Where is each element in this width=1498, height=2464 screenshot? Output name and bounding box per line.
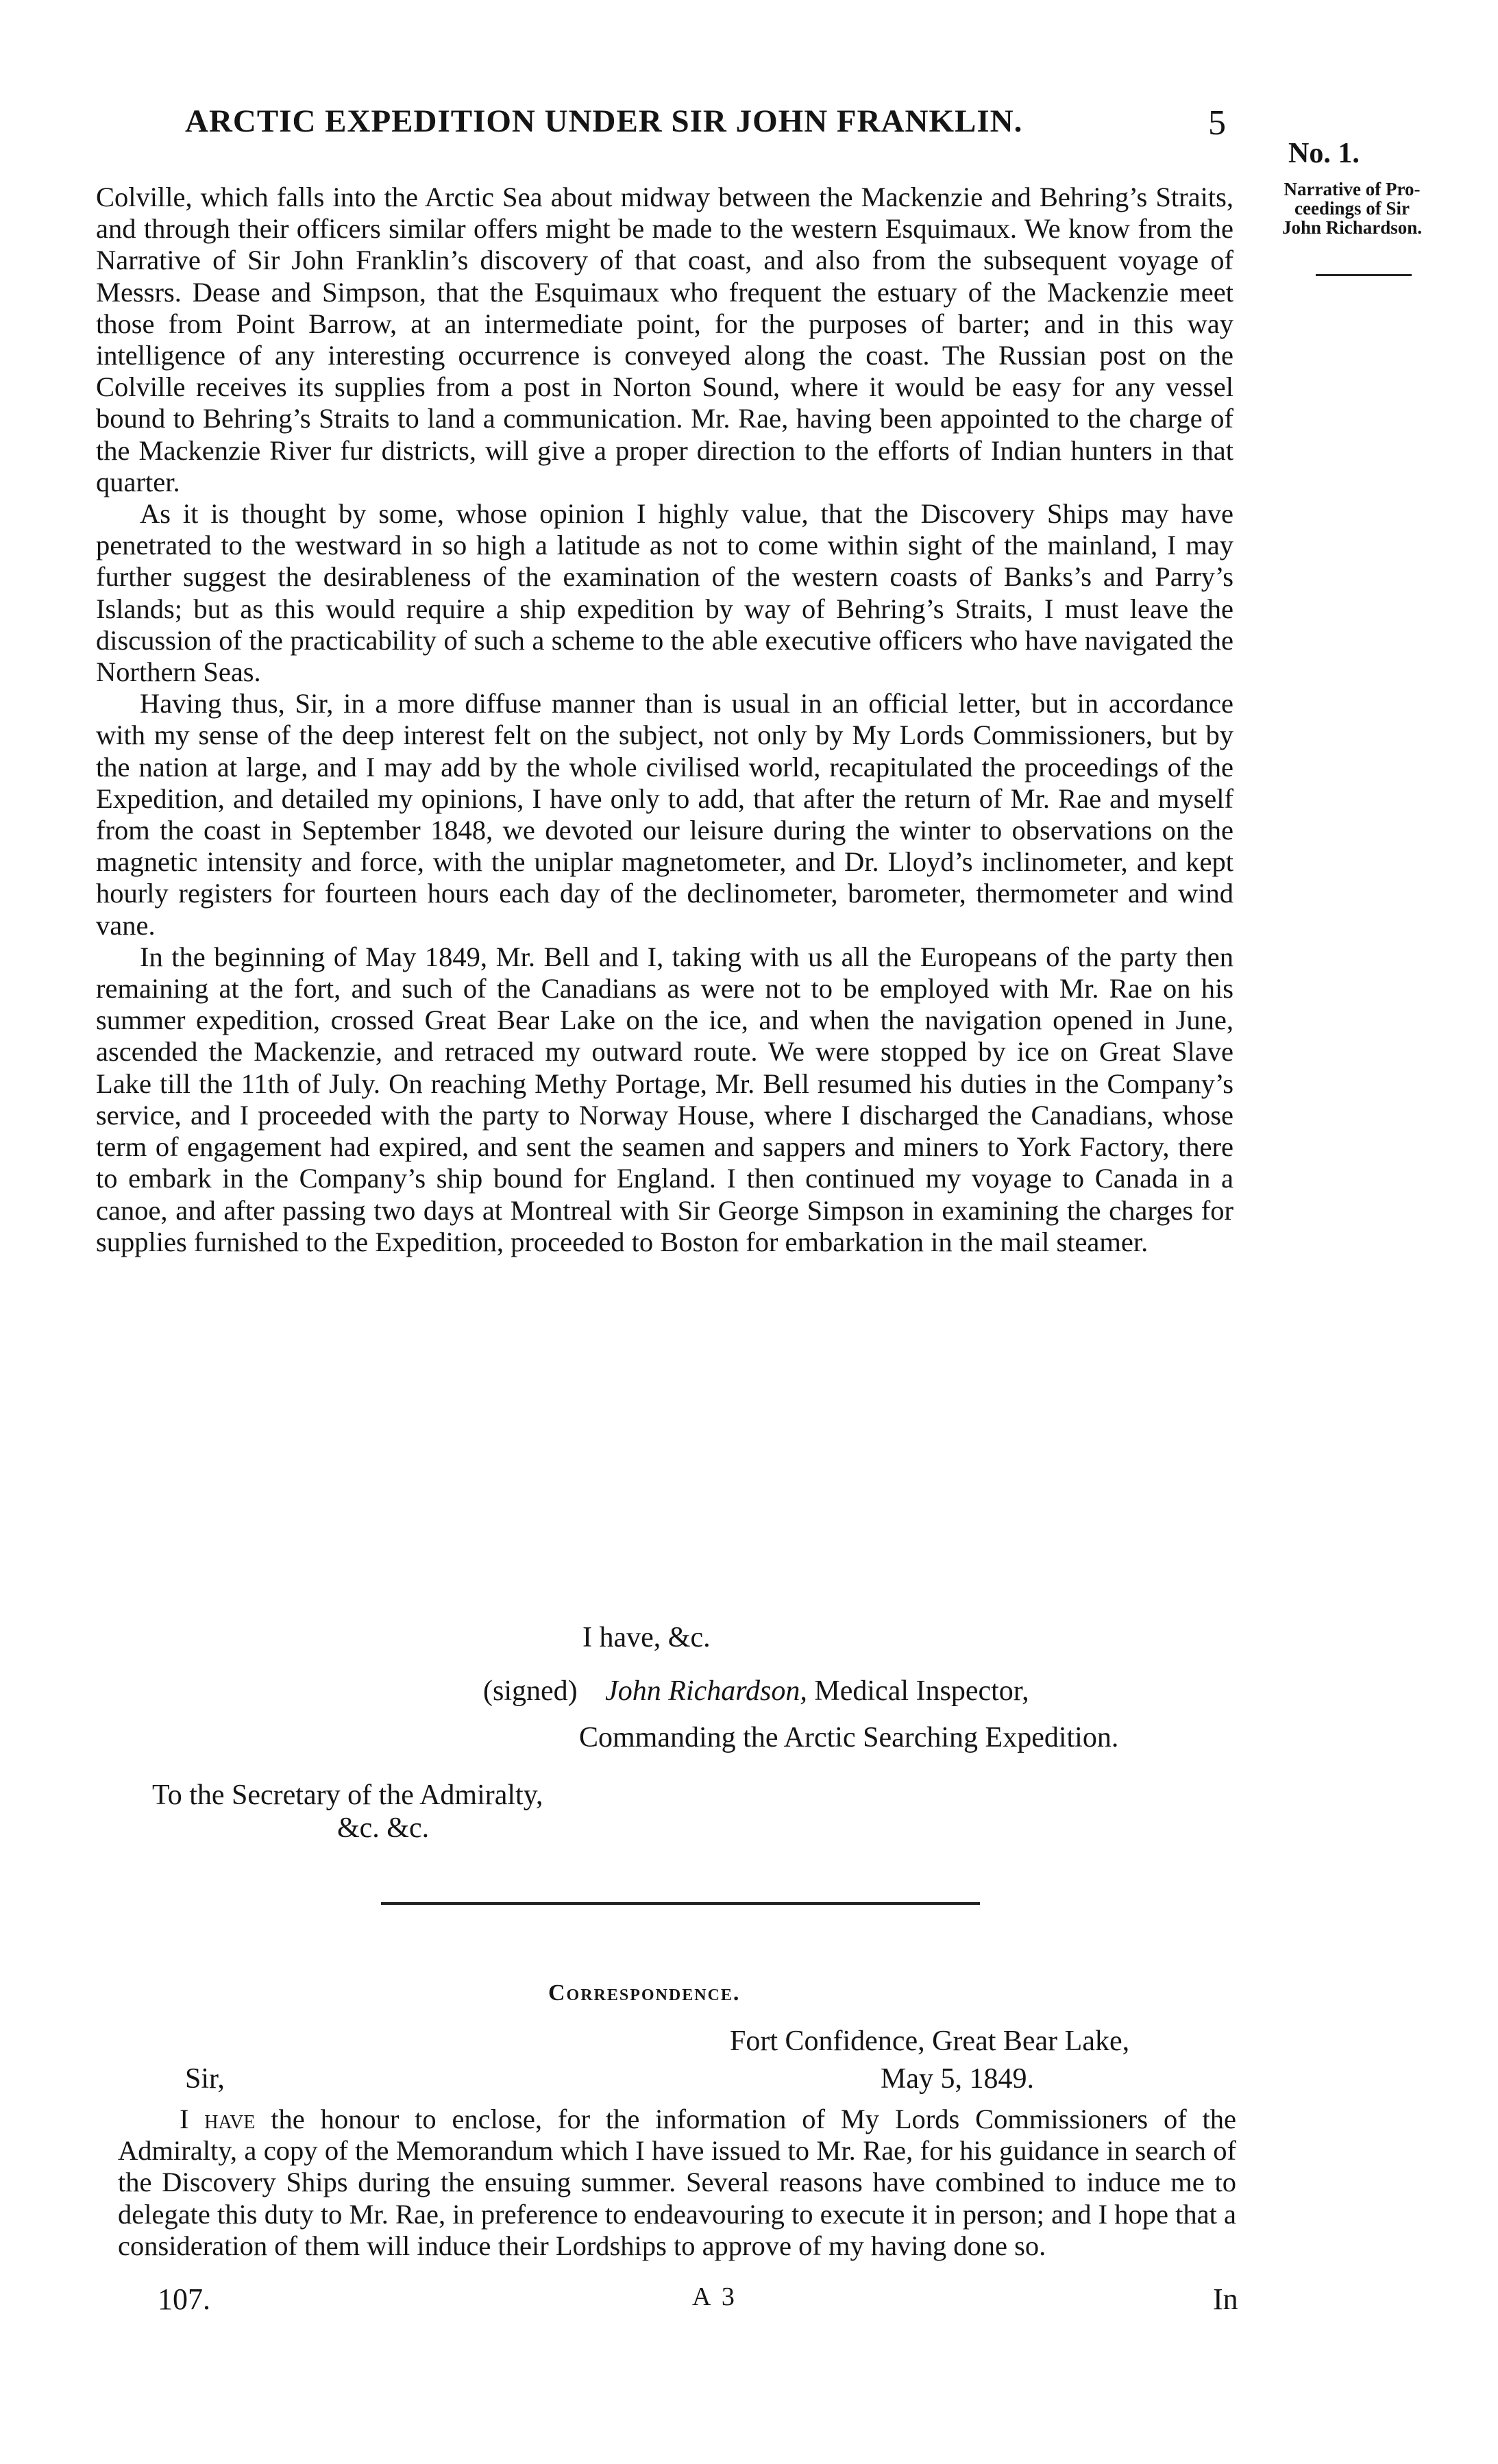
section-heading: Correspondence. — [548, 1980, 741, 2006]
paragraph — [118, 2104, 1236, 2262]
section-divider — [381, 1902, 980, 1905]
paragraph: Colville, which falls into the Arctic Sea about midway between the Mackenzie and Behring’s Straits, and through their officers similar offers might be made to the western Esquimaux. We know from the Narrative of Sir John Franklin’s discovery of that coast, and also from the subsequent voyage of Messrs. Dease and Simpson, that the Esquimaux who frequent the estuary of the Mackenzie meet those from Point Barrow, at an intermediate point, for the purposes of barter; and in this way intelligence of any interesting occurrence is conveyed along the coast. The Russian post on the Colville receives its supplies from a post in Norton Sound, where it would be easy for any vessel bound to Behring’s Straits to land a communication. Mr. Rae, having been appointed to the charge of the Mackenzie River fur districts, will give a proper direction to the efforts of Indian hunters in that quarter. — [96, 182, 1233, 497]
paragraph: Having thus, Sir, in a more diffuse manner than is usual in an official letter, but in accordance with my sense of the deep interest felt on the subject, not only by My Lords Commissioners, but by the nation at large, and I may add by the whole civilised world, recapitulated the proceedings of the Expedition, and detailed my opinions, I have only to add, that after the return of Mr. Rae and myself from the coast in September 1848, we devoted our leisure during the winter to observations on the magnetic intensity and force, with the uniplar magnetometer, and Dr. Lloyd’s inclinometer, and kept hourly registers for fourteen hours each day of the declinometer, barometer, thermometer and wind vane. — [96, 688, 1233, 941]
margin-note-line: ceedings of Sir — [1294, 198, 1410, 219]
margin-note-line: John Richardson. — [1281, 217, 1423, 238]
letter-salutation: Sir, — [185, 2063, 225, 2095]
document-number: No. 1. — [1288, 138, 1360, 169]
running-title: ARCTIC EXPEDITION UNDER SIR JOHN FRANKLIN. — [185, 103, 1023, 139]
paragraph: As it is thought by some, whose opinion I highly value, that the Discovery Ships may have penetrated to the westward in so high a latitude as not to come within sight of the mainland, I may further suggest the desirableness of the examination of the western coasts of Banks’s and Parry’s Islands; but as this would require a ship expedition by way of Behring’s Straits, I must leave the discussion of the practicability of such a scheme to the able executive officers who have navigated the Northern Seas. — [96, 498, 1233, 688]
signatory-role: Commanding the Arctic Searching Expedition. — [579, 1722, 1119, 1753]
signature-line — [483, 1675, 1029, 1708]
running-header — [185, 103, 1227, 143]
page-number: 5 — [1208, 103, 1227, 143]
margin-note — [1266, 180, 1438, 237]
paragraph-text: the honour to enclose, for the information of My Lords Commissioners of the Admiralty, a copy of the Memorandum which I have issued to Mr. Rae, for his guidance in search of the Discovery Ships during the ensuing summer. Several reasons have combined to induce me to delegate this duty to Mr. Rae, in preference to endeavouring to execute it in person; and I hope that a consideration of them will induce their Lordships to approve of my having done so. — [118, 2104, 1236, 2261]
letter-place: Fort Confidence, Great Bear Lake, — [730, 2025, 1130, 2057]
closing-salutation: I have, &c. — [582, 1622, 711, 1653]
sheet-number: 107. — [158, 2282, 210, 2316]
letter-body — [96, 182, 1233, 1258]
margin-note-line: Narrative of Pro- — [1284, 179, 1421, 199]
signature-mark: A 3 — [692, 2282, 737, 2311]
correspondence-body — [118, 2104, 1236, 2262]
margin-note-rule — [1316, 274, 1412, 276]
letter-date: May 5, 1849. — [881, 2063, 1034, 2095]
paragraph: In the beginning of May 1849, Mr. Bell and I, taking with us all the Europeans of the party then remaining at the fort, and such of the Canadians as were not to be employed with Mr. Rae on his summer expedition, crossed Great Bear Lake on the ice, and when the navigation opened in June, ascended the Mackenzie, and retraced my outward route. We were stopped by ice on Great Slave Lake till the 11th of July. On reaching Methy Portage, Mr. Bell resumed his duties in the Company’s service, and I proceeded with the party to Norway House, where I discharged the Canadians, whose term of engagement had expired, and sent the seamen and sappers and miners to York Factory, there to embark in the Company’s ship bound for England. I then continued my voyage to Canada in a canoe, and after passing two days at Montreal with Sir George Simpson in examining the charges for supplies furnished to the Expedition, proceeded to Boston for embarkation in the mail steamer. — [96, 941, 1233, 1257]
signed-label: (signed) — [483, 1675, 578, 1707]
addressee-line: To the Secretary of the Admiralty, — [152, 1779, 543, 1811]
catchword: In — [1213, 2282, 1238, 2316]
lead-words: I have — [180, 2104, 256, 2134]
addressee-line: &c. &c. — [337, 1812, 430, 1844]
signatory-title: Medical Inspector, — [814, 1675, 1029, 1707]
signatory-name: John Richardson, — [605, 1675, 807, 1707]
